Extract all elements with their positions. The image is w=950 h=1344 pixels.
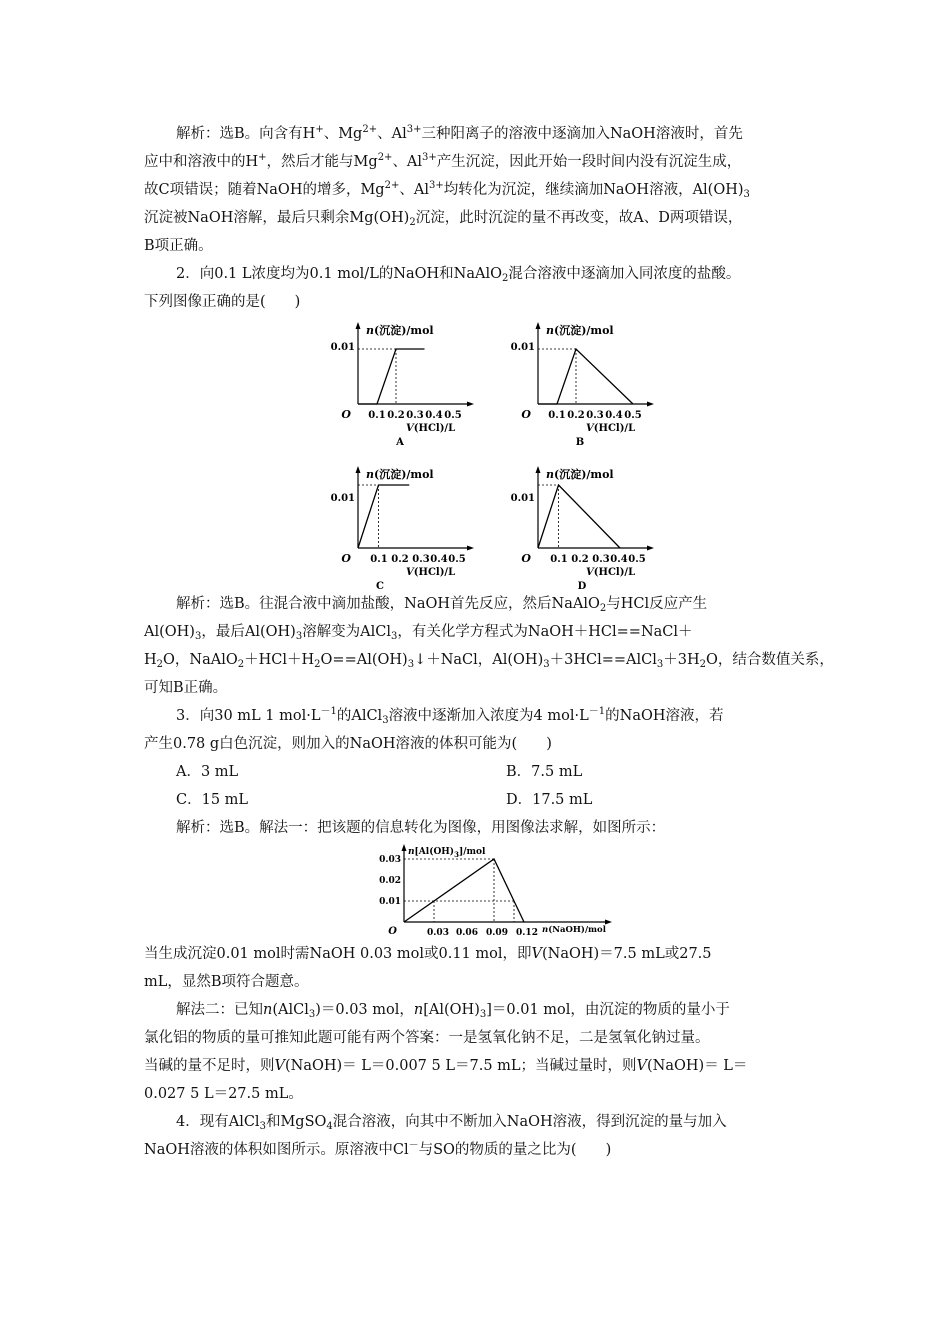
y-tick-label: 0.01 (330, 342, 355, 353)
x-axis-arrow (467, 402, 474, 407)
q3-analysis-line-7: 0.027 5 L＝27.5 mL。 (144, 1086, 303, 1102)
q2-analysis-line-1: 解析：选B。往混合液中滴加盐酸，NaOH首先反应，然后NaAlO$_2$与HCl反应产生 (176, 596, 708, 614)
x-tick-label: 0.1 (370, 554, 388, 565)
x-tick-label: 0.1 (548, 410, 566, 421)
x-tick-label: 0.06 (456, 928, 478, 938)
x-tick-label: 0.1 (368, 410, 386, 421)
chart-caption: A (396, 437, 404, 446)
x-tick-label: 0.4 (610, 554, 628, 565)
q3-option-a: A．3 mL (176, 764, 239, 780)
q4-stem-line-1: 4．现有AlCl$_3$和MgSO$_4$混合溶液，向其中不断加入NaOH溶液，得到沉淀的量与加入 (176, 1114, 727, 1132)
y-axis-arrow (536, 322, 541, 329)
chart-a (320, 318, 480, 446)
x-axis-arrow (605, 920, 612, 925)
q3-option-d: D．17.5 mL (506, 792, 593, 808)
x-tick-label: 0.5 (628, 554, 646, 565)
chart-caption: B (575, 437, 585, 446)
q3-analysis-line-3: mL，显然B项符合题意。 (144, 974, 309, 990)
y-tick-label: 0.01 (510, 342, 535, 353)
x-axis-arrow (647, 402, 654, 407)
q3-analysis-line-2: 当生成沉淀0.01 mol时需NaOH 0.03 mol或0.11 mol，即V(NaOH)＝7.5 mL或27.5 (144, 946, 712, 962)
data-line (358, 485, 409, 548)
y-axis-arrow (536, 466, 541, 473)
q3-analysis-line-6: 当碱的量不足时，则V(NaOH)＝ L＝0.007 5 L＝7.5 mL；当碱过量时，则V(NaOH)＝ L＝ (144, 1058, 748, 1074)
x-axis-label: V(HCl)/L (406, 423, 456, 434)
y-axis-label: n(沉淀)/mol (366, 468, 434, 481)
y-tick-label: 0.01 (510, 493, 535, 504)
chart-caption: C (376, 581, 384, 590)
x-tick-label: 0.2 (567, 410, 585, 421)
q1-analysis-line-4: 沉淀被NaOH溶解，最后只剩余$Mg(OH)_2$沉淀，此时沉淀的量不再改变，故A、D两项错误， (144, 210, 743, 228)
y-axis-arrow (356, 322, 361, 329)
x-tick-label: 0.4 (605, 410, 623, 421)
x-axis-label: n(NaOH)/mol (542, 925, 606, 935)
y-axis-label: $n[Al(OH)_3]$/mol (408, 847, 486, 859)
chart-d (500, 462, 660, 590)
chart-c (320, 462, 480, 590)
q3-option-b: B．7.5 mL (506, 764, 583, 780)
chart-aloh3-vs-naoh (366, 842, 626, 938)
x-tick-label: 0.12 (516, 928, 538, 938)
x-tick-label: 0.5 (444, 410, 462, 421)
x-axis-label: V(HCl)/L (586, 567, 636, 578)
q1-analysis-line-2: 应中和溶液中的H+，然后才能与$Mg^{2+}$、$Al^{3+}$产生沉淀，因此开始一段时间内没有沉淀生成， (144, 152, 742, 170)
x-tick-label: 0.2 (571, 554, 589, 565)
q1-analysis-line-5: B项正确。 (144, 238, 213, 254)
q2-analysis-line-4: 可知B正确。 (144, 680, 228, 696)
origin-label: O (341, 408, 351, 421)
x-axis-arrow (467, 546, 474, 551)
q3-option-c: C．15 mL (176, 792, 249, 808)
x-tick-label: 0.2 (391, 554, 409, 565)
x-tick-label: 0.3 (586, 410, 604, 421)
origin-label: O (341, 552, 351, 565)
x-tick-label: 0.2 (387, 410, 405, 421)
q4-stem-line-2: NaOH溶液的体积如图所示。原溶液中Cl－与SO的物质的量之比为( ) (144, 1140, 612, 1158)
q2-stem-line-1: 2．向0.1 L浓度均为0.1 mol/L的NaOH和NaAlO$_2$混合溶液中逐滴加入同浓度的盐酸。 (176, 266, 741, 284)
x-axis-label: V(HCl)/L (406, 567, 456, 578)
data-line (538, 485, 620, 548)
q1-analysis-line-1: 解析：选B。向含有H+、$Mg^{2+}$、$Al^{3+}$三种阳离子的溶液中逐滴加入NaOH溶液时，首先 (176, 124, 743, 142)
x-tick-label: 0.5 (448, 554, 466, 565)
q3-analysis-line-5: 氯化铝的物质的量可推知此题可能有两个答案：一是氢氧化钠不足，二是氢氧化钠过量。 (144, 1030, 710, 1046)
q1-analysis-line-3: 故C项错误；随着NaOH的增多，$Mg^{2+}$、$Al^{3+}$均转化为沉淀，继续滴加NaOH溶液，$Al(OH)_3$ (144, 180, 750, 200)
x-tick-label: 0.1 (550, 554, 568, 565)
data-line (358, 349, 425, 404)
q3-analysis-line-4: 解法二：已知n(AlCl$_3$)＝0.03 mol，$n[Al(OH)_3]=0.01$ mol，由沉淀的物质的量小于 (176, 1002, 730, 1020)
x-tick-label: 0.03 (427, 928, 449, 938)
y-tick-label: 0.02 (379, 876, 401, 886)
chart-caption: D (577, 581, 587, 590)
y-tick-label: 0.01 (379, 897, 401, 907)
chart-b (500, 318, 660, 446)
y-axis-label: n(沉淀)/mol (546, 324, 614, 337)
x-tick-label: 0.3 (406, 410, 424, 421)
q3-analysis-line-1: 解析：选B。解法一：把该题的信息转化为图像，用图像法求解，如图所示： (176, 820, 666, 836)
origin-label: O (388, 926, 397, 937)
origin-label: O (521, 552, 531, 565)
x-tick-label: 0.4 (425, 410, 443, 421)
x-tick-label: 0.09 (486, 928, 508, 938)
q3-stem-line-1: 3．向30 mL 1 $mol\cdot L^{-1}$的AlCl$_3$溶液中逐渐加入浓度为4 $mol\cdot L^{-1}$的NaOH溶液，若 (176, 706, 724, 726)
x-tick-label: 0.4 (430, 554, 448, 565)
y-axis-arrow (402, 844, 407, 851)
x-tick-label: 0.3 (412, 554, 430, 565)
origin-label: O (521, 408, 531, 421)
y-axis-arrow (356, 466, 361, 473)
x-axis-arrow (647, 546, 654, 551)
y-axis-label: n(沉淀)/mol (546, 468, 614, 481)
x-tick-label: 0.5 (624, 410, 642, 421)
q2-analysis-line-2: $Al(OH)_3$，最后$Al(OH)_3$溶解变为AlCl$_3$，有关化学方程式为NaOH＋HCl==NaCl＋ (144, 624, 693, 642)
y-tick-label: 0.03 (379, 855, 401, 865)
y-tick-label: 0.01 (330, 493, 355, 504)
data-line (404, 859, 524, 922)
q3-stem-line-2: 产生0.78 g白色沉淀，则加入的NaOH溶液的体积可能为( ) (144, 736, 552, 752)
y-axis-label: n(沉淀)/mol (366, 324, 434, 337)
x-tick-label: 0.3 (592, 554, 610, 565)
data-line (538, 349, 633, 404)
q2-stem-line-2: 下列图像正确的是( ) (144, 294, 301, 310)
q2-analysis-line-3: $H_2O$，$NaAlO_2+HCl+H_2O==Al(OH)_3↓+NaCl$，$Al(OH)_3+3HCl==AlCl_3+3H_2O$，结合数值关系， (144, 652, 834, 670)
x-axis-label: V(HCl)/L (586, 423, 636, 434)
